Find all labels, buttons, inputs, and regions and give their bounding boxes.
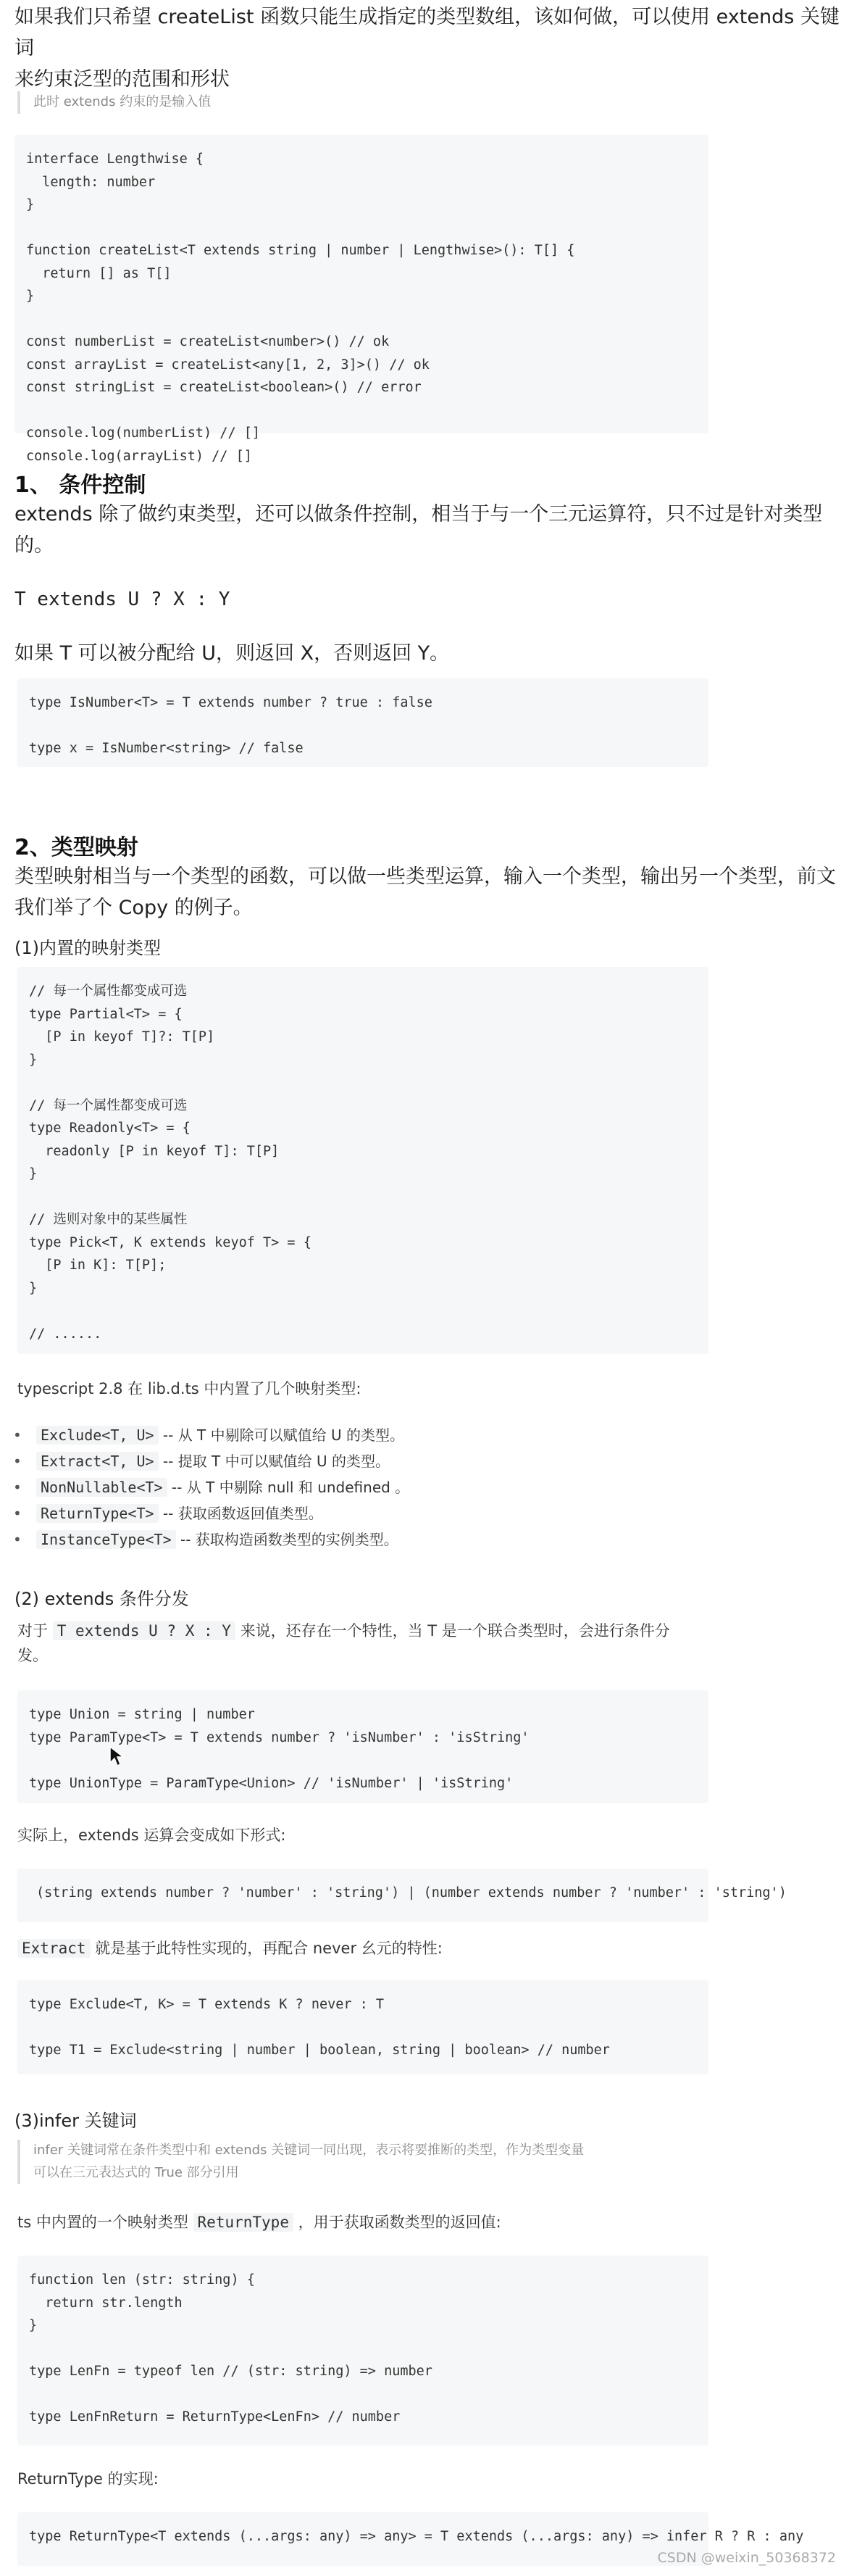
ternary-formula: T extends U ? X : Y — [14, 589, 230, 610]
type-name-code: NonNullable<T> — [36, 1478, 167, 1497]
extract-code-chip: Extract — [17, 1939, 91, 1958]
extract-text: 就是基于此特性实现的，再配合 never 幺元的特性: — [90, 1940, 443, 1957]
type-name-code: Exclude<T, U> — [36, 1426, 159, 1445]
distribution-line-1 — [17, 1619, 698, 1644]
intro-line-2: 来约束泛型的范围和形状 — [14, 68, 230, 91]
section-title-mapping: 2、类型映射 — [14, 835, 138, 860]
subheading-infer: (3)infer 关键词 — [14, 2111, 137, 2131]
mapping-line-1: 类型映射相当与一个类型的函数，可以做一些类型运算，输入一个类型，输出另一个类型，前文 — [14, 865, 836, 888]
code-block-union: type Union = string | number type ParamType<T> = T extends number ? 'isNumber' : 'isString' type UnionType = ParamType<Union> // 'isNumber' | 'isString' — [17, 1690, 708, 1803]
returntype-code-chip: ReturnType — [193, 2213, 293, 2232]
extends-transform-note: 实际上，extends 运算会变成如下形式: — [17, 1827, 286, 1844]
ts-version-note: typescript 2.8 在 lib.d.ts 中内置了几个映射类型: — [17, 1380, 361, 1397]
code-block-isnumber: type IsNumber<T> = T extends number ? true : false type x = IsNumber<string> // false — [17, 678, 708, 767]
mapped-types-list — [10, 1422, 409, 1553]
csdn-watermark: CSDN @weixin_50368372 — [657, 2550, 836, 2566]
list-item-text: -- 获取函数返回值类型。 — [158, 1505, 323, 1522]
infer-quote — [17, 2140, 707, 2184]
intro-line-1: 如果我们只希望 createList 函数只能生成指定的类型数组，该如何做，可以使用 extends 关键词 — [14, 6, 840, 60]
returntype-impl-label: ReturnType 的实现: — [17, 2470, 159, 2488]
returntype-text-post: ，用于获取函数类型的返回值: — [293, 2214, 501, 2231]
distribution-text-pre: 对于 — [17, 1622, 53, 1640]
subheading-conditional-distribution: (2) extends 条件分发 — [14, 1589, 189, 1609]
code-block-len: function len (str: string) { return str.length } type LenFn = typeof len // (str: string) => number type LenFnReturn = ReturnType<LenFn> // number — [17, 2256, 708, 2446]
conditional-paragraph — [14, 499, 840, 561]
section-title-conditional: 1、 条件控制 — [14, 473, 146, 498]
constraint-note-text: 此时 extends 约束的是输入值 — [33, 94, 212, 109]
list-item-text: -- 从 T 中剔除 null 和 undefined 。 — [167, 1479, 410, 1496]
constraint-note-quote — [17, 91, 211, 114]
list-item — [10, 1422, 409, 1448]
code-block-distribution: (string extends number ? 'number' : 'string') | (number extends number ? 'number' : 'string') — [17, 1869, 708, 1922]
list-item — [10, 1500, 409, 1526]
code-block-exclude: type Exclude<T, K> = T extends K ? never : T type T1 = Exclude<string | number | boolean, string | boolean> // number — [17, 1980, 708, 2074]
distribution-text-post: 来说，还存在一个特性，当 T 是一个联合类型时，会进行条件分 — [235, 1622, 670, 1640]
ternary-explanation: 如果 T 可以被分配给 U，则返回 X，否则返回 Y。 — [14, 642, 450, 665]
list-item-text: -- 提取 T 中可以赋值给 U 的类型。 — [158, 1453, 390, 1470]
type-name-code: ReturnType<T> — [36, 1504, 159, 1523]
code-block-mapped-types: // 每一个属性都变成可选 type Partial<T> = { [P in keyof T]?: T[P] } // 每一个属性都变成可选 type Readonly<T> = { readonly [P in keyof T]: T[P] } // 选则对象中的某些属性 type Pick<T, K extends keyof T> = { [P in K]: T[P]; } // ...... — [17, 967, 708, 1354]
intro-paragraph — [14, 1, 840, 96]
returntype-text-pre: ts 中内置的一个映射类型 — [17, 2214, 193, 2231]
code-block-createlist: interface Lengthwise { length: number } function createList<T extends string | number | Lengthwise>(): T[] { return [] as T[] } const numberList = createList<number>() // ok const arrayList = createList<any[1, 2, 3]>() // ok const stringList = createList<boolean>() // error console.log(numberList) // [] console.log(arrayList) // [] — [14, 135, 708, 433]
ternary-code-chip: T extends U ? X : Y — [53, 1621, 235, 1640]
infer-quote-line-1: infer 关键词常在条件类型中和 extends 关键词一同出现，表示将要推断的类型，作为类型变量 — [33, 2143, 585, 2158]
list-item-text: -- 获取构造函数类型的实例类型。 — [175, 1531, 398, 1548]
list-item-text: -- 从 T 中剔除可以赋值给 U 的类型。 — [158, 1426, 404, 1444]
conditional-line-2: 的。 — [14, 534, 54, 557]
distribution-line-2: 发。 — [17, 1646, 48, 1664]
infer-quote-line-2: 可以在三元表达式的 True 部分引用 — [33, 2164, 239, 2180]
list-item — [10, 1526, 409, 1553]
type-name-code: Extract<T, U> — [36, 1452, 159, 1471]
subheading-builtin-mapped-types: (1)内置的映射类型 — [14, 938, 161, 958]
extract-paragraph — [17, 1937, 443, 1961]
conditional-line-1: extends 除了做约束类型，还可以做条件控制，相当于与一个三元运算符，只不过是针对类型 — [14, 503, 823, 525]
type-name-code: InstanceType<T> — [36, 1530, 176, 1549]
distribution-paragraph — [17, 1619, 698, 1668]
mapping-line-2: 我们举了个 Copy 的例子。 — [14, 897, 253, 920]
list-item — [10, 1448, 409, 1474]
list-item — [10, 1474, 409, 1500]
mapping-paragraph — [14, 861, 840, 923]
code-block-returntype: type ReturnType<T extends (...args: any) => any> = T extends (...args: any) => infer R ? R : any — [17, 2512, 708, 2566]
returntype-paragraph — [17, 2211, 501, 2235]
